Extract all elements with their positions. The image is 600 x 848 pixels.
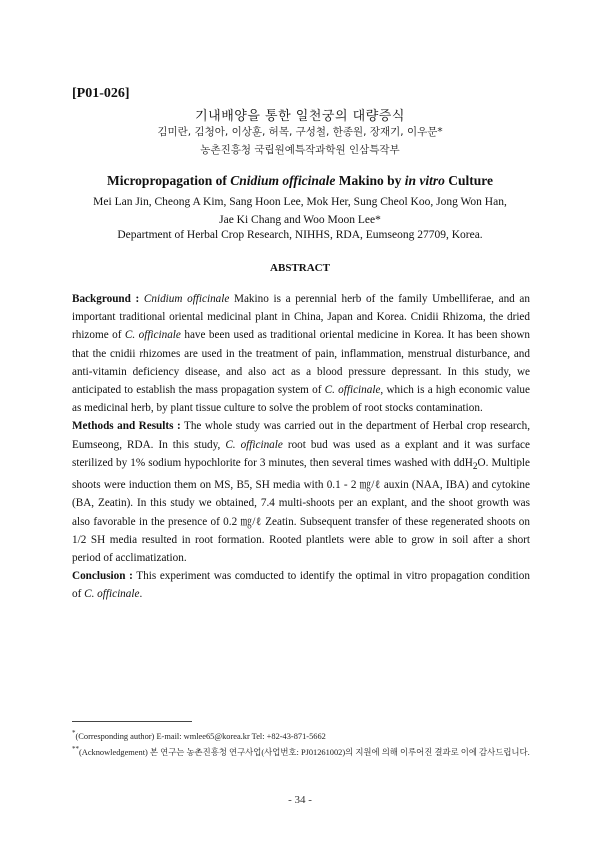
footnote-mark: ** — [72, 745, 79, 754]
footnote-text: (Acknowledgement) 본 연구는 농촌진흥청 연구사업(사업번호: PJ01261002)의 지원에 의해 이루어진 결과로 이에 감사드립니다. — [78, 748, 530, 758]
authors-line-2: Jae Ki Chang and Woo Moon Lee* — [219, 214, 381, 226]
methods-text-3: O. Multiple shoots were induction them on MS, B5, SH media with 0.1 - 2 ㎎/ℓ auxin (NAA, IBA) and cytokine (BA, Zeatin). In this study we obtained, 7.4 multi-shoots per an explant, and the shoot growth was also favorable in the presence of 0.2 ㎎/ℓ Zeatin. Subsequent transfer of these regenerated shoots on 1/2 SH media resulted in root formation. Rooted plantlets were able to grow in soil after a short period of acclimatization. — [72, 456, 530, 565]
footnote-corresponding — [72, 727, 532, 743]
species-name: Cnidium officinale — [143, 293, 230, 305]
species-abbr: C. officinale — [324, 384, 381, 397]
footnote-mark: * — [72, 729, 76, 737]
korean-affiliation: 농촌진흥청 국립원예특작과학원 인삼특작부 — [200, 144, 400, 156]
title-method: in vitro — [404, 173, 445, 188]
conclusion-paragraph — [72, 567, 530, 603]
english-authors — [70, 193, 530, 229]
footnote-divider — [72, 721, 192, 722]
conclusion-text-2: . — [139, 588, 143, 601]
species-abbr: C. officinale — [225, 438, 283, 451]
methods-paragraph — [72, 417, 530, 567]
species-abbr: C. officinale — [124, 329, 181, 342]
background-label: Background : — [72, 293, 140, 305]
korean-authors: 김미란, 김청아, 이상훈, 허목, 구성철, 한종원, 장재기, 이우문* — [157, 126, 443, 138]
methods-text-1: The whole study was carried out in the department of Herbal crop research, Eumseong, RDA. In this study, — [72, 420, 531, 451]
species-abbr: C. officinale — [84, 588, 140, 601]
abstract-body — [72, 290, 530, 604]
title-prefix: Micropropagation of — [106, 173, 231, 188]
abstract-heading: ABSTRACT — [270, 262, 330, 274]
title-middle: Makino by — [335, 173, 405, 188]
footnote-acknowledgement — [72, 743, 532, 759]
methods-label: Methods and Results : — [72, 420, 181, 433]
background-text-2: have been used as traditional oriental medicine in Korea. It has been shown that the cnidii rhizomes are used in the treatment of pain, inflammation, menstrual disturbance, and anti-vitamin deficiency disease, and also act as a blood pressure depressant. In this study, we anticipated to establish the mass propagation system of — [72, 329, 531, 397]
background-text-3: , which is a high economic value as medicinal herb, by plant tissue culture to solve the problem of root stocks contamination. — [72, 384, 530, 415]
title-species: Cnidium officinale — [230, 173, 336, 188]
footnote-text: (Corresponding author) E-mail: wmlee65@korea.kr Tel: +82-43-871-5662 — [75, 731, 326, 741]
english-title — [0, 173, 600, 189]
paper-code: [P01-026] — [72, 86, 130, 101]
background-text-1: Makino is a perennial herb of the family Umbelliferae, and an important traditional oriental medicinal plant in China, Japan and Korea. Cnidii Rhizoma, the dried rhizome of — [72, 293, 530, 342]
footnotes — [72, 727, 532, 760]
authors-line-1: Mei Lan Jin, Cheong A Kim, Sang Hoon Lee, Mok Her, Sung Cheol Koo, Jong Won Han, — [93, 196, 507, 208]
conclusion-label: Conclusion : — [72, 570, 133, 583]
title-suffix: Culture — [444, 173, 494, 188]
conclusion-text-1: This experiment was comducted to identify the optimal in vitro propagation condition of — [72, 570, 530, 601]
subscript: 2 — [472, 462, 478, 473]
background-paragraph — [72, 290, 530, 417]
page-number: - 34 - — [288, 794, 312, 806]
korean-title: 기내배양을 통한 일천궁의 대량증식 — [195, 109, 405, 124]
methods-text-2: root bud was used as a explant and it was surface sterilized by 1% sodium hypochlorite for 3 minutes, then several times washed with ddH — [72, 438, 530, 469]
english-affiliation: Department of Herbal Crop Research, NIHHS, RDA, Eumseong 27709, Korea. — [117, 229, 483, 241]
